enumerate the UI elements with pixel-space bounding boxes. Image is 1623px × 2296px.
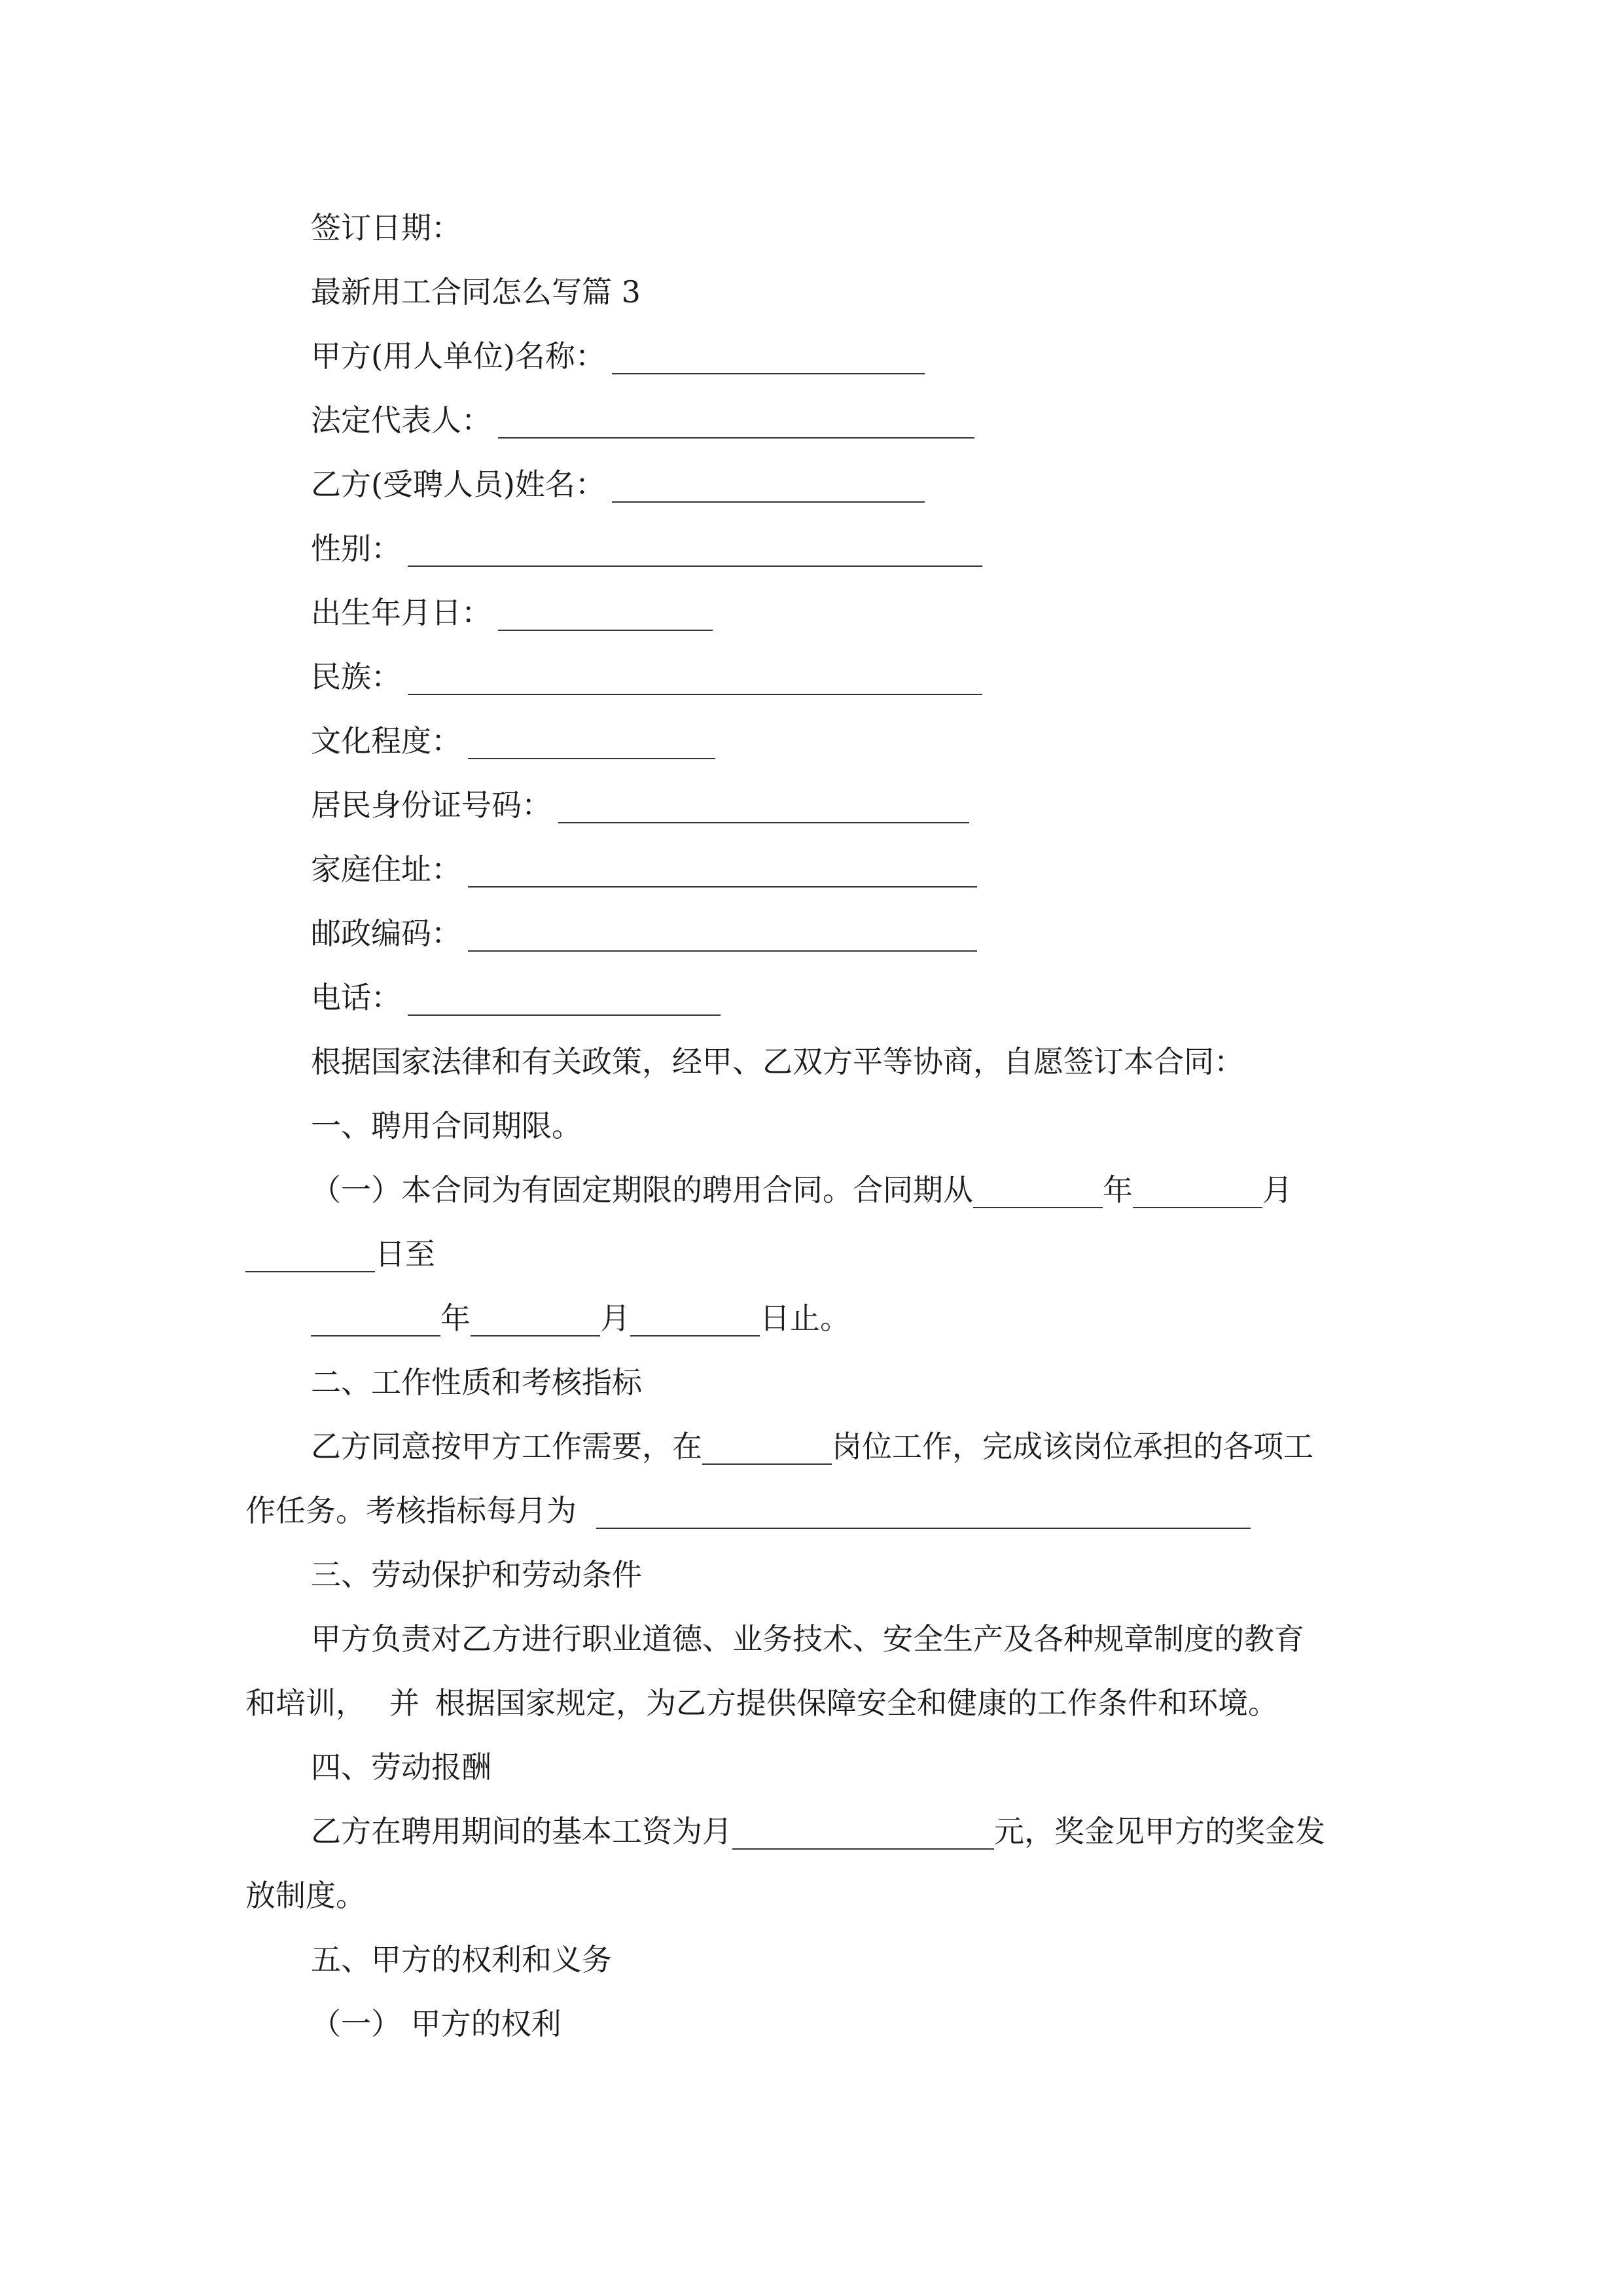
sec3-title: 三、劳动保护和劳动条件 <box>311 1557 642 1592</box>
legal-rep-blank[interactable] <box>498 404 974 439</box>
phone-blank[interactable] <box>408 982 721 1016</box>
end-day-label: 日止。 <box>760 1300 850 1336</box>
sec4-para1-line <box>311 1812 1325 1851</box>
party-b-name-blank[interactable] <box>612 469 925 503</box>
postal-code-line <box>311 914 977 953</box>
birth-date-line <box>311 593 713 632</box>
sec1-para1-cont-line <box>245 1234 435 1274</box>
contract-end-day-blank[interactable] <box>630 1302 760 1336</box>
contract-start-day-blank[interactable] <box>245 1238 375 1272</box>
base-salary-blank[interactable] <box>732 1816 994 1850</box>
sec5-sub1-line <box>311 2004 562 2043</box>
sec1-para2-line <box>311 1299 850 1338</box>
sign-date-label: 签订日期： <box>311 210 461 245</box>
sec1-para1-line <box>311 1170 1293 1210</box>
education-line <box>311 721 715 761</box>
section-heading: 最新用工合同怎么写篇 3 <box>311 274 641 310</box>
phone-label: 电话： <box>311 980 401 1015</box>
sec5-title: 五、甲方的权利和义务 <box>311 1942 612 1977</box>
sec2-para1-text-a: 乙方同意按甲方工作需要，在 <box>311 1429 702 1464</box>
postal-code-label: 邮政编码： <box>311 916 461 951</box>
address-line <box>311 850 977 889</box>
address-blank[interactable] <box>468 853 977 888</box>
sec2-para2-text: 作任务。考核指标每月为 <box>245 1493 577 1528</box>
sec4-title-line <box>311 1748 491 1787</box>
gender-blank[interactable] <box>408 533 982 567</box>
id-number-blank[interactable] <box>558 789 969 823</box>
monthly-kpi-blank[interactable] <box>596 1495 1251 1529</box>
sec5-sub1-title: （一） 甲方的权利 <box>311 2006 562 2041</box>
party-b-name-label: 乙方(受聘人员)姓名： <box>311 467 605 502</box>
postal-code-blank[interactable] <box>468 918 977 952</box>
year-label: 年 <box>1103 1172 1133 1208</box>
intro-line <box>311 1042 1244 1081</box>
ethnicity-label: 民族： <box>311 659 401 694</box>
sec2-para2-line <box>245 1491 1251 1530</box>
sec1-title-line <box>311 1106 582 1145</box>
contract-end-month-blank[interactable] <box>471 1302 600 1336</box>
party-a-name-label: 甲方(用人单位)名称： <box>311 338 605 374</box>
sec4-title: 四、劳动报酬 <box>311 1749 491 1785</box>
id-number-line <box>311 785 969 825</box>
party-a-name-line <box>311 336 925 376</box>
contract-end-year-blank[interactable] <box>311 1302 440 1336</box>
end-year-label: 年 <box>440 1300 471 1336</box>
sec3-para2-line <box>245 1683 1278 1723</box>
education-blank[interactable] <box>468 725 715 759</box>
sec1-title: 一、聘用合同期限。 <box>311 1108 582 1143</box>
sec3-para1-text: 甲方负责对乙方进行职业道德、业务技术、安全生产及各种规章制度的教育 <box>311 1621 1304 1657</box>
gender-label: 性别： <box>311 531 401 566</box>
phone-line <box>311 978 721 1017</box>
sec4-para1-text-b: 元，奖金见甲方的奖金发 <box>994 1814 1325 1849</box>
education-label: 文化程度： <box>311 723 461 759</box>
sign-date-line <box>311 208 461 247</box>
heading-line <box>311 272 641 312</box>
id-number-label: 居民身份证号码： <box>311 787 552 823</box>
sec3-para2-text-c: 根据国家规定，为乙方提供保障安全和健康的工作条件和环境。 <box>435 1685 1278 1721</box>
ethnicity-blank[interactable] <box>408 661 982 695</box>
sec3-para1-line <box>311 1619 1304 1659</box>
sec4-para1-text-a: 乙方在聘用期间的基本工资为月 <box>311 1814 732 1849</box>
intro-text: 根据国家法律和有关政策，经甲、乙双方平等协商，自愿签订本合同： <box>311 1044 1244 1079</box>
sec2-para1-text-b: 岗位工作，完成该岗位承担的各项工 <box>832 1429 1313 1464</box>
ethnicity-line <box>311 657 982 696</box>
sec4-para2-text: 放制度。 <box>245 1878 366 1913</box>
legal-rep-label: 法定代表人： <box>311 403 491 438</box>
legal-rep-line <box>311 401 974 440</box>
day-to-label: 日至 <box>375 1236 435 1272</box>
position-blank[interactable] <box>702 1431 832 1465</box>
month-label: 月 <box>1262 1172 1293 1208</box>
gender-line <box>311 529 982 568</box>
birth-date-label: 出生年月日： <box>311 595 491 630</box>
contract-start-year-blank[interactable] <box>973 1174 1103 1208</box>
sec3-title-line <box>311 1555 642 1594</box>
sec2-title-line <box>311 1363 642 1402</box>
sec3-para2-text-a: 和培训， <box>245 1685 366 1721</box>
birth-date-blank[interactable] <box>498 597 713 631</box>
sec4-para2-line <box>245 1876 366 1915</box>
party-a-name-blank[interactable] <box>612 340 925 374</box>
sec1-para1-text: （一）本合同为有固定期限的聘用合同。合同期从 <box>311 1172 973 1208</box>
sec3-para2-text-b: 并 <box>389 1685 419 1721</box>
contract-start-month-blank[interactable] <box>1133 1174 1262 1208</box>
sec5-title-line <box>311 1940 612 1979</box>
end-month-label: 月 <box>600 1300 630 1336</box>
sec2-para1-line <box>311 1427 1313 1466</box>
address-label: 家庭住址： <box>311 852 461 887</box>
party-b-name-line <box>311 465 925 504</box>
sec2-title: 二、工作性质和考核指标 <box>311 1365 642 1400</box>
